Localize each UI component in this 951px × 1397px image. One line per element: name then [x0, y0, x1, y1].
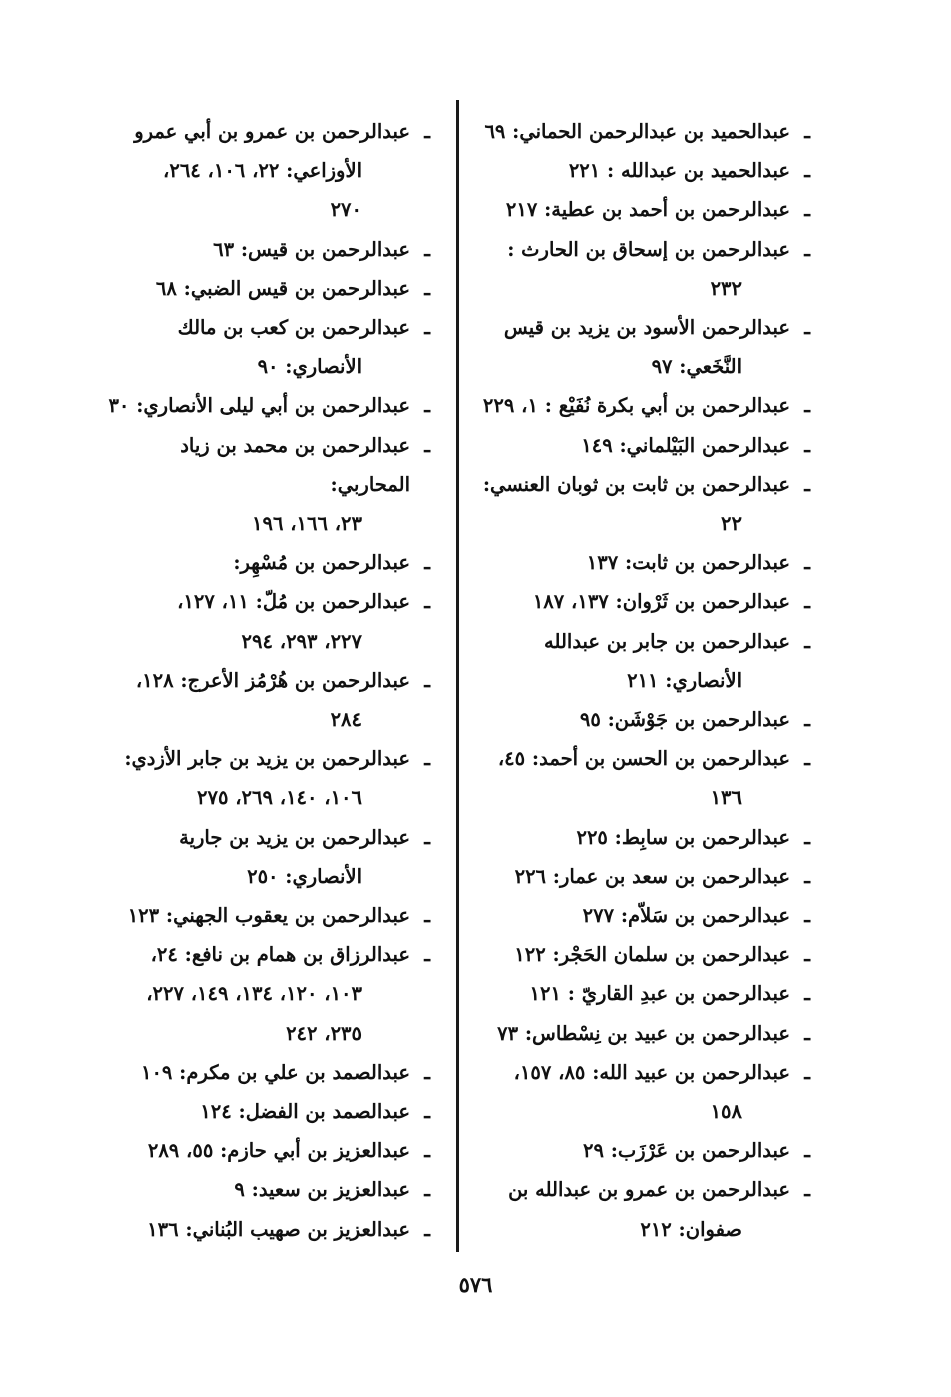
entry-dash: ـ	[424, 433, 430, 457]
entry-dash: ـ	[424, 120, 430, 143]
index-entry	[478, 543, 814, 582]
index-entry	[100, 230, 434, 269]
entry-name: عبدالرحمن بن الحسن بن أحمد: ٤٥،	[497, 747, 790, 771]
entry-name: عبدالرحمن بن سعد بن عمار: ٢٢٦	[514, 864, 790, 888]
index-entry	[100, 308, 434, 386]
index-entry	[100, 269, 434, 308]
entry-name: عبدالعزيز بن سعيد: ٩	[234, 1178, 410, 1202]
entry-name: عبدالعزيز بن صهيب البُناني: ١٣٦	[147, 1217, 410, 1241]
entry-name: عبدالرحمن بن ثَرْوان: ١٣٧، ١٨٧	[532, 590, 790, 614]
entry-name: عبدالرحمن بن مُلّ: ١١، ١٢٧،	[177, 590, 410, 614]
entry-continuation: ٢٣٥، ٢٤٢	[286, 1021, 362, 1045]
entry-dash: ـ	[804, 551, 810, 575]
index-entry	[478, 1053, 814, 1131]
index-entry	[478, 308, 814, 386]
index-entry	[478, 818, 814, 857]
index-entry	[100, 426, 434, 544]
entry-name: عبدالرحمن بن عمرو بن عبدالله بن	[508, 1178, 790, 1202]
entry-dash: ـ	[804, 1021, 810, 1045]
entry-name: عبدالرحمن بن إسحاق بن الحارث :	[507, 237, 790, 261]
entry-name: عبدالرحمن الأسود بن يزيد بن قيس	[503, 316, 790, 340]
entry-name: عبدالرحمن بن مُسْهِر:	[233, 551, 410, 575]
index-entry	[100, 935, 434, 1053]
index-entry	[478, 1014, 814, 1053]
entry-dash: ـ	[804, 864, 810, 888]
entry-name: عبدالعزيز بن أبي حازم: ٥٥، ٢٨٩	[147, 1139, 410, 1163]
index-entry	[478, 700, 814, 739]
entry-dash: ـ	[804, 904, 810, 928]
index-entry	[478, 386, 814, 425]
entry-dash: ـ	[424, 1217, 430, 1241]
entry-name: عبدالرحمن بن ثابت: ١٣٧	[586, 551, 790, 575]
entry-continuation: ٢٧٠	[330, 198, 362, 222]
entry-name: عبدالرحمن بن محمد بن زياد المحاربي:	[180, 433, 410, 496]
index-entry	[100, 543, 434, 582]
entry-dash: ـ	[424, 1100, 430, 1124]
index-entry	[100, 582, 434, 660]
right-column	[478, 112, 814, 1249]
index-entry	[478, 974, 814, 1013]
index-entry	[478, 935, 814, 974]
index-entry	[100, 661, 434, 739]
index-entry	[478, 582, 814, 621]
index-entry	[100, 386, 434, 425]
entry-continuation: صفوان: ٢١٢	[640, 1217, 742, 1241]
entry-dash: ـ	[424, 1060, 430, 1084]
index-entry	[478, 622, 814, 700]
entry-dash: ـ	[804, 943, 810, 967]
index-entry	[478, 1170, 814, 1248]
entry-dash: ـ	[424, 394, 430, 418]
index-entry	[478, 426, 814, 465]
entry-name: عبدالرحمن بن سابِط: ٢٢٥	[576, 825, 790, 849]
entry-name: عبدالرحمن بن قيس: ٦٣	[213, 237, 410, 261]
index-entry	[478, 1131, 814, 1170]
entry-continuation: ٢٨٤	[330, 708, 362, 732]
entry-continuation: الأوزاعي: ٢٢، ١٠٦، ٢٦٤،	[163, 159, 362, 183]
index-entry	[478, 151, 814, 190]
entry-dash: ـ	[804, 159, 810, 183]
entry-dash: ـ	[804, 198, 810, 222]
entry-name: عبدالرحمن بن هُرْمُز الأعرج: ١٢٨،	[135, 668, 410, 692]
entry-dash: ـ	[804, 1139, 810, 1163]
entry-continuation: ٢٢٧، ٢٩٣، ٢٩٤	[241, 629, 362, 653]
entry-name: عبدالرحمن بن يزيد بن جابر الأزدي:	[124, 747, 410, 771]
entry-name: عبدالصمد بن علي بن مكرم: ١٠٩	[140, 1060, 410, 1084]
entry-name: عبدالرحمن البَيْلماني: ١٤٩	[581, 433, 790, 457]
entry-dash: ـ	[424, 943, 430, 967]
entry-name: عبدالرحمن بن يعقوب الجهني: ١٢٣	[127, 904, 410, 928]
entry-continuation: ١٠٦، ١٤٠، ٢٦٩، ٢٧٥	[197, 786, 362, 810]
entry-name: عبدالرحمن بن سلمان الحَجْر: ١٢٢	[514, 943, 790, 967]
entry-dash: ـ	[424, 316, 430, 340]
left-column	[100, 112, 434, 1249]
entry-dash: ـ	[804, 708, 810, 732]
entry-continuation: الأنصاري: ٩٠	[257, 355, 362, 379]
index-entry	[478, 230, 814, 308]
entry-continuation: ١٠٣، ١٢٠، ١٣٤، ١٤٩، ٢٢٧،	[146, 982, 362, 1006]
entry-name: عبدالرحمن بن عمرو بن أبي عمرو	[134, 120, 410, 143]
entry-continuation: ٢٣، ١٦٦، ١٩٦	[252, 512, 362, 536]
index-entry	[478, 190, 814, 229]
entry-dash: ـ	[424, 590, 430, 614]
index-entry	[478, 857, 814, 896]
index-entry	[478, 465, 814, 543]
entry-dash: ـ	[804, 433, 810, 457]
entry-name: عبدالرحمن بن أبي ليلى الأنصاري: ٣٠	[108, 394, 410, 418]
entry-dash: ـ	[804, 316, 810, 340]
index-entry	[100, 1170, 434, 1209]
entry-name: عبدالرحمن بن أحمد بن عطية: ٢١٧	[505, 198, 790, 222]
entry-name: عبدالحميد بن عبدالله : ٢٢١	[568, 159, 790, 183]
index-entry	[478, 739, 814, 817]
entry-dash: ـ	[424, 1178, 430, 1202]
entry-name: عبدالرحمن بن جابر بن عبدالله	[544, 629, 790, 653]
entry-name: عبدالرحمن بن يزيد بن جارية	[179, 825, 410, 849]
column-divider	[456, 100, 459, 1252]
entry-name: عبدالرحمن بن عبيد الله: ٨٥، ١٥٧،	[513, 1060, 790, 1084]
index-entry	[100, 818, 434, 896]
entry-name: عبدالرزاق بن همام بن نافع: ٢٤،	[150, 943, 410, 967]
index-entry	[478, 112, 814, 151]
index-entry	[100, 1131, 434, 1170]
entry-continuation: ٢٣٢	[710, 276, 742, 300]
page-number: ٥٧٦	[458, 1272, 493, 1297]
entry-name: عبدالرحمن بن ثابت بن ثوبان العنسي:	[482, 472, 790, 496]
index-entry	[100, 896, 434, 935]
entry-name: عبدالرحمن بن كعب بن مالك	[177, 316, 410, 340]
entry-dash: ـ	[424, 276, 430, 300]
entry-continuation: النَّخَعي: ٩٧	[651, 355, 742, 379]
entry-dash: ـ	[804, 120, 810, 143]
entry-dash: ـ	[424, 825, 430, 849]
entry-name: عبدالرحمن بن عبيد بن نِسْطاس: ٧٣	[497, 1021, 790, 1045]
index-entry	[100, 112, 434, 230]
entry-dash: ـ	[804, 394, 810, 418]
entry-dash: ـ	[804, 747, 810, 771]
entry-name: عبدالرحمن بن سَلاّم: ٢٧٧	[582, 904, 790, 928]
entry-dash: ـ	[424, 904, 430, 928]
entry-name: عبدالرحمن بن جَوْشَن: ٩٥	[579, 708, 790, 732]
entry-continuation: ٢٢	[721, 512, 742, 536]
index-entry	[100, 1053, 434, 1092]
entry-name: عبدالرحمن بن عبدِ القاريّ : ١٢١	[529, 982, 790, 1006]
entry-continuation: الأنصاري: ٢١١	[627, 668, 742, 692]
entry-name: عبدالحميد بن عبدالرحمن الحماني: ٦٩	[484, 120, 790, 143]
index-entry	[100, 1092, 434, 1131]
index-entry	[100, 1210, 434, 1249]
entry-dash: ـ	[804, 629, 810, 653]
entry-dash: ـ	[804, 982, 810, 1006]
entry-dash: ـ	[424, 668, 430, 692]
entry-dash: ـ	[424, 1139, 430, 1163]
entry-continuation: ١٣٦	[710, 786, 742, 810]
entry-dash: ـ	[804, 590, 810, 614]
entry-dash: ـ	[804, 472, 810, 496]
entry-name: عبدالصمد بن الفضل: ١٢٤	[200, 1100, 410, 1124]
entry-name: عبدالرحمن بن أبي بكرة نُفَيْع : ١، ٢٢٩	[482, 394, 790, 418]
index-entry	[100, 739, 434, 817]
entry-continuation: الأنصاري: ٢٥٠	[247, 864, 362, 888]
entry-dash: ـ	[804, 1060, 810, 1084]
entry-continuation: ١٥٨	[710, 1100, 742, 1124]
entry-name: عبدالرحمن بن عَرْزَب: ٢٩	[582, 1139, 790, 1163]
entry-dash: ـ	[424, 747, 430, 771]
entry-dash: ـ	[424, 237, 430, 261]
entry-name: عبدالرحمن بن قيس الضبي: ٦٨	[155, 276, 410, 300]
entry-dash: ـ	[424, 551, 430, 575]
index-entry	[478, 896, 814, 935]
entry-dash: ـ	[804, 237, 810, 261]
entry-dash: ـ	[804, 825, 810, 849]
entry-dash: ـ	[804, 1178, 810, 1202]
